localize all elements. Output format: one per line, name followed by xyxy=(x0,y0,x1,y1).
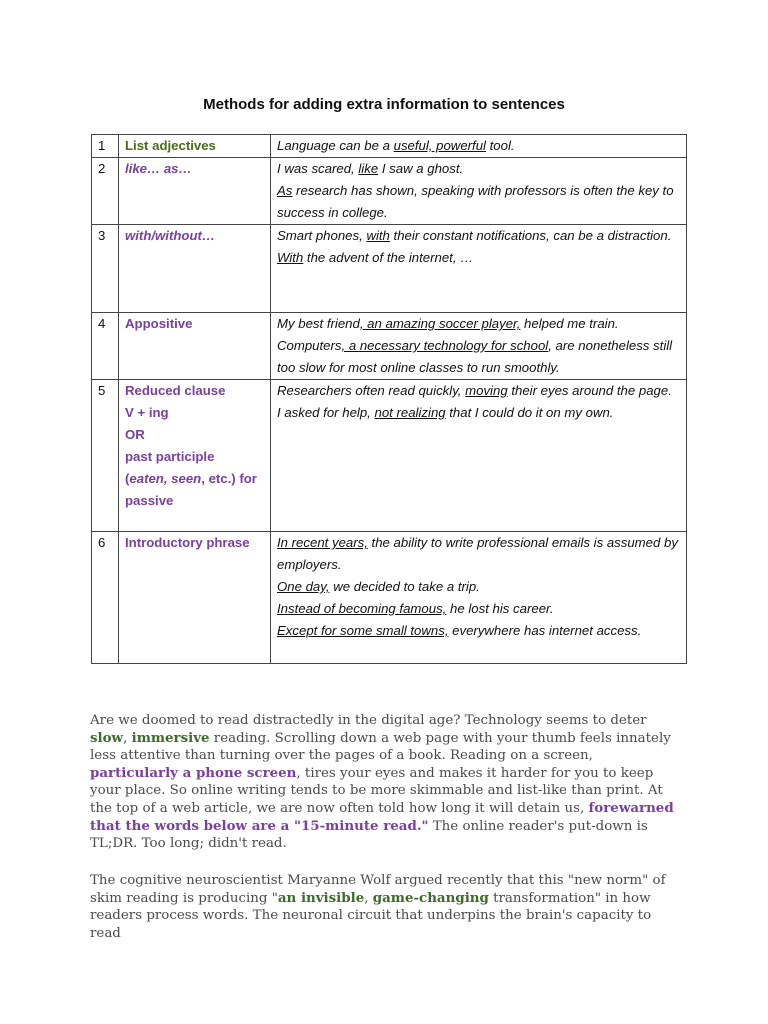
example-sentence: I was scared, like I saw a ghost. xyxy=(277,161,464,176)
highlighted-phrase: forewarned that the words below are a "15-minute read." xyxy=(90,799,674,834)
highlighted-phrase: particularly a phone screen xyxy=(90,764,297,781)
method-line: past participle xyxy=(125,449,215,464)
example-sentence: As research has shown, speaking with professors is often the key to success in college. xyxy=(277,183,674,220)
table-row xyxy=(92,380,687,532)
essay-paragraph-1 xyxy=(90,712,680,853)
row-number: 3 xyxy=(92,225,119,313)
example-sentence: Instead of becoming famous, he lost his career. xyxy=(277,601,554,616)
method-name xyxy=(119,313,271,380)
example-sentences xyxy=(271,158,687,225)
example-sentences xyxy=(271,380,687,532)
example-sentences xyxy=(271,313,687,380)
essay-text: , xyxy=(364,890,373,906)
row-number: 5 xyxy=(92,380,119,532)
example-sentence: My best friend, an amazing soccer player, helped me train. xyxy=(277,316,619,331)
essay-text: transformation" in how readers process words. The neuronal circuit that underpins the brain's capacity to read xyxy=(90,890,652,941)
method-line: with/without… xyxy=(125,228,216,243)
method-name xyxy=(119,225,271,313)
example-sentences xyxy=(271,532,687,664)
highlighted-phrase: immersive xyxy=(131,729,210,746)
example-sentence: Smart phones, with their constant notifications, can be a distraction. xyxy=(277,228,672,243)
essay-text: reading. Scrolling down a web page with your thumb feels innately less attentive than turning over the pages of a book. Reading on a screen, xyxy=(90,730,671,764)
table-row xyxy=(92,135,687,158)
essay-text: The online reader's put-down is TL;DR. Too long; didn't read. xyxy=(90,818,648,852)
example-sentences xyxy=(271,225,687,313)
example-sentence: Researchers often read quickly, moving their eyes around the page. xyxy=(277,383,672,398)
essay-text: , xyxy=(123,730,132,746)
table-row xyxy=(92,158,687,225)
example-sentences xyxy=(271,135,687,158)
example-sentence: One day, we decided to take a trip. xyxy=(277,579,480,594)
method-name xyxy=(119,380,271,532)
method-line: Reduced clause xyxy=(125,383,226,398)
highlighted-phrase: slow xyxy=(90,729,124,746)
row-number: 2 xyxy=(92,158,119,225)
table-row xyxy=(92,313,687,380)
essay-text: , tires your eyes and makes it harder for you to keep your place. So online writing tends to be more skimmable and list-like than print. At the top of a web article, we are now often told how long it will detain us, xyxy=(90,765,663,816)
method-line: OR xyxy=(125,427,145,442)
method-line: Appositive xyxy=(125,316,193,331)
example-sentence: With the advent of the internet, … xyxy=(277,250,474,265)
row-number: 4 xyxy=(92,313,119,380)
example-sentence: I asked for help, not realizing that I could do it on my own. xyxy=(277,405,614,420)
method-line: V + ing xyxy=(125,405,169,420)
table-row xyxy=(92,532,687,664)
example-sentence: Computers, a necessary technology for school, are nonetheless still too slow for most online classes to run smoothly. xyxy=(277,338,673,375)
essay-text: Are we doomed to read distractedly in the digital age? Technology seems to deter xyxy=(90,713,647,728)
highlighted-phrase: game-changing xyxy=(372,889,489,906)
method-line: List adjectives xyxy=(125,138,216,153)
row-number: 6 xyxy=(92,532,119,664)
row-number: 1 xyxy=(92,135,119,158)
method-name xyxy=(119,532,271,664)
document-title: Methods for adding extra information to sentences xyxy=(203,96,565,113)
table-row xyxy=(92,225,687,313)
example-sentence: In recent years, the ability to write professional emails is assumed by employers. xyxy=(277,535,678,572)
methods-table xyxy=(91,134,687,664)
method-line: like… as… xyxy=(125,161,192,176)
highlighted-phrase: an invisible xyxy=(277,889,365,906)
example-sentence: Except for some small towns, everywhere has internet access. xyxy=(277,623,642,638)
essay-paragraph-2 xyxy=(90,872,680,942)
method-line: (eaten, seen, etc.) for passive xyxy=(125,471,257,508)
method-name xyxy=(119,158,271,225)
example-sentence: Language can be a useful, powerful tool. xyxy=(277,138,515,153)
method-name xyxy=(119,135,271,158)
method-line: Introductory phrase xyxy=(125,535,250,550)
essay-text: The cognitive neuroscientist Maryanne Wolf argued recently that this "new norm" of skim reading is producing " xyxy=(90,873,666,906)
